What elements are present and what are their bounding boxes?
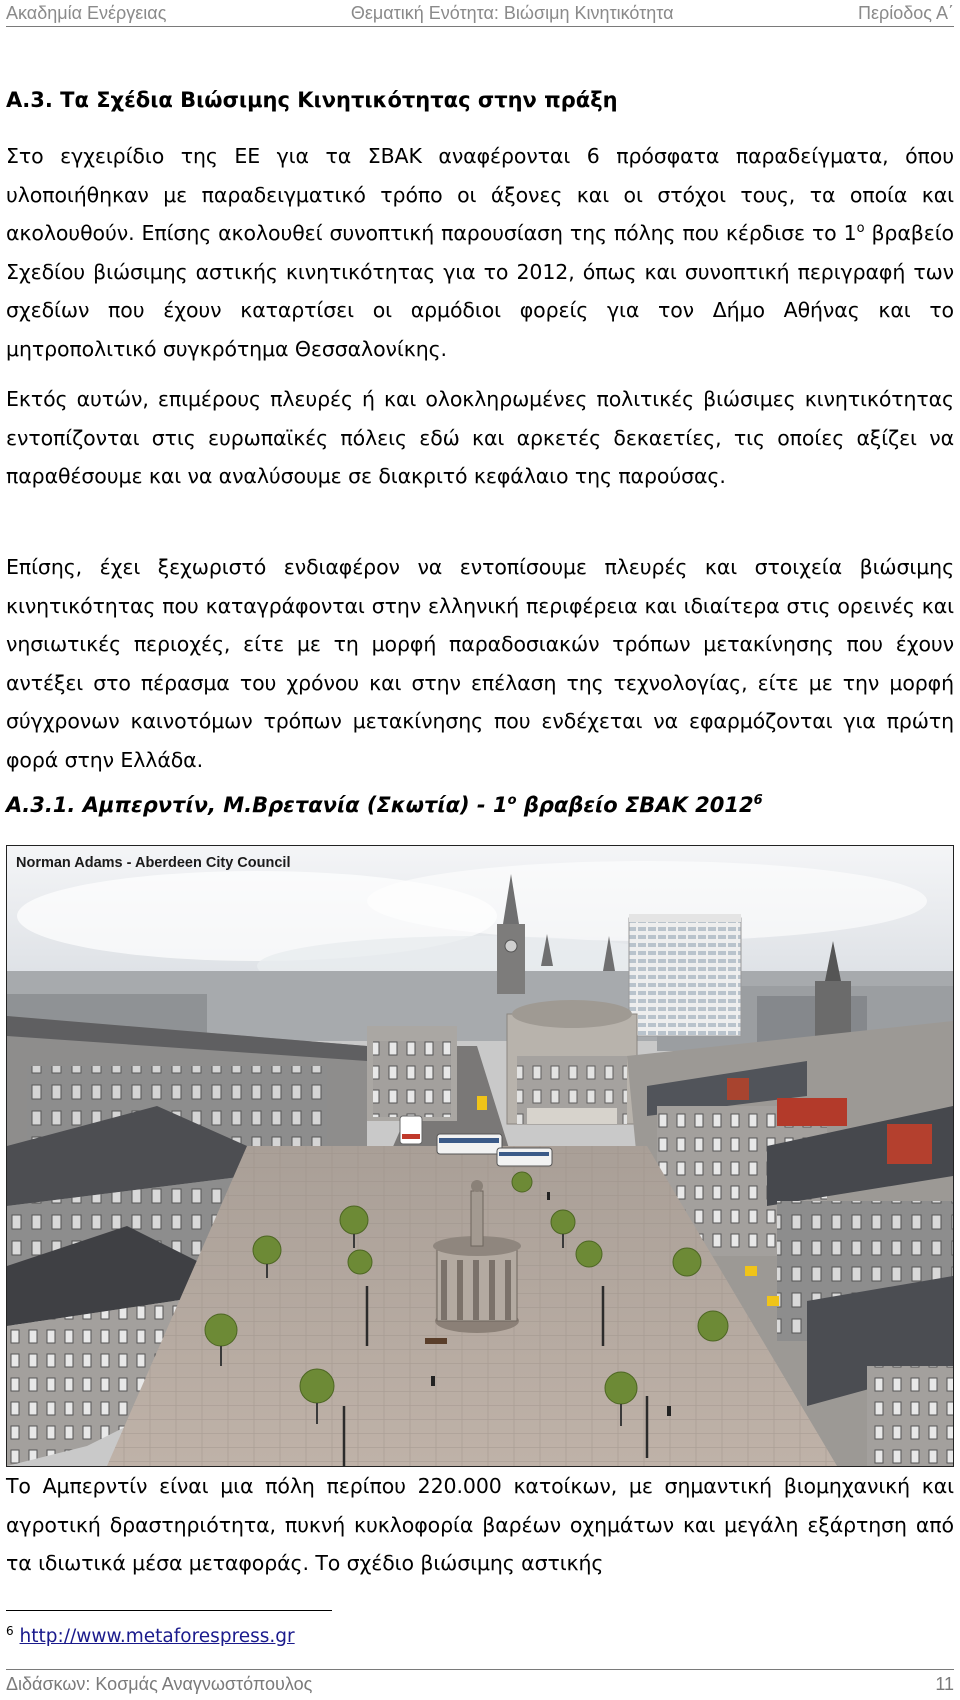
- paragraph-1-text-b: βραβείο Σχεδίου βιώσιμης αστικής κινητικότητας για το 2012, όπως και συνοπτική περιγραφή των σχεδίων που έχουν καταρτίσει οι αρμόδιοι φορείς για τον Δήμο Αθήνας και το μητροπολιτικό συγκρότημα Θεσσαλονίκης.: [6, 221, 954, 361]
- section-title: Α.3. Τα Σχέδια Βιώσιμης Κινητικότητας στην πράξη: [6, 88, 618, 112]
- footnote-separator: [6, 1610, 332, 1611]
- subsection-title-text-a: Α.3.1. Αμπερντίν, Μ.Βρετανία (Σκωτία) - 1: [6, 793, 508, 817]
- ordinal-superscript: ο: [856, 221, 865, 237]
- subsection-title: [6, 793, 763, 817]
- subsection-ordinal-superscript: ο: [507, 793, 517, 808]
- footer-author: Διδάσκων: Κοσμάς Αναγνωστόπουλος: [6, 1673, 313, 1694]
- document-page: [6, 0, 954, 1700]
- footnote-link[interactable]: http://www.metaforespress.gr: [19, 1626, 295, 1648]
- header-left: Ακαδημία Ενέργειας: [6, 2, 167, 23]
- paragraph-3: Επίσης, έχει ξεχωριστό ενδιαφέρον να εντοπίσουμε πλευρές και στοιχεία βιώσιμης κινητικότητας που καταγράφονται στην ελληνική περιφέρεια και ιδιαίτερα στις ορεινές και νησιωτικές περιοχές, είτε με τη μορφή παραδοσιακών τρόπων μετακίνησης που έχουν αντέξει στο πέρασμα του χρόνου και στην επέλαση της τεχνολογίας, είτε με την μορφή σύγχρονων καινοτόμων τρόπων μετακίνησης που ενδέχεται να εφαρμόζονται για πρώτη φορά στην Ελλάδα.: [6, 555, 954, 772]
- page-header: [6, 0, 954, 27]
- paragraph-4: Το Αμπερντίν είναι μια πόλη περίπου 220.000 κατοίκων, με σημαντική βιομηχανική και αγροτική δραστηριότητα, πυκνή κυκλοφορία βαρέων οχημάτων και μεγάλη εξάρτηση από τα ιδιωτικά μέσα μεταφοράς. Το σχέδιο βιώσιμης αστικής: [6, 1474, 954, 1575]
- page-footer: [6, 1669, 954, 1698]
- paragraph-1-text-a: Στο εγχειρίδιο της ΕΕ για τα ΣΒΑΚ αναφέρονται 6 πρόσφατα παραδείγματα, όπου υλοποιήθηκαν με παραδειγματικό τρόπο οι άξονες και οι στόχοι τους, τα οποία και ακολουθούν. Επίσης ακολουθεί συνοπτική παρουσίαση της πόλης που κέρδισε το 1: [6, 144, 954, 245]
- aberdeen-city-illustration: [7, 846, 953, 1466]
- header-right: Περίοδος Α΄: [857, 2, 954, 23]
- paragraph-2: Εκτός αυτών, επιμέρους πλευρές ή και ολοκληρωμένες πολιτικές βιώσιμες κινητικότητας εντοπίζονται στις ευρωπαϊκές πόλεις εδώ και αρκετές δεκαετίες, τις οποίες αξίζει να παραθέσουμε και να αναλύσουμε σε διακριτό κεφάλαιο της παρούσας.: [6, 387, 954, 488]
- footnote-reference[interactable]: 6: [753, 793, 763, 808]
- footnote-number: 6: [6, 1624, 14, 1638]
- paragraph-1: [6, 137, 954, 368]
- header-center: Θεματική Ενότητα: Βιώσιμη Κινητικότητα: [350, 2, 674, 23]
- aberdeen-photo: [6, 845, 954, 1467]
- footnote: [6, 1624, 295, 1647]
- subsection-title-text-b: βραβείο ΣΒΑΚ 2012: [516, 793, 754, 817]
- page-number: 11: [935, 1673, 954, 1694]
- photo-credit: Norman Adams - Aberdeen City Council: [16, 855, 291, 871]
